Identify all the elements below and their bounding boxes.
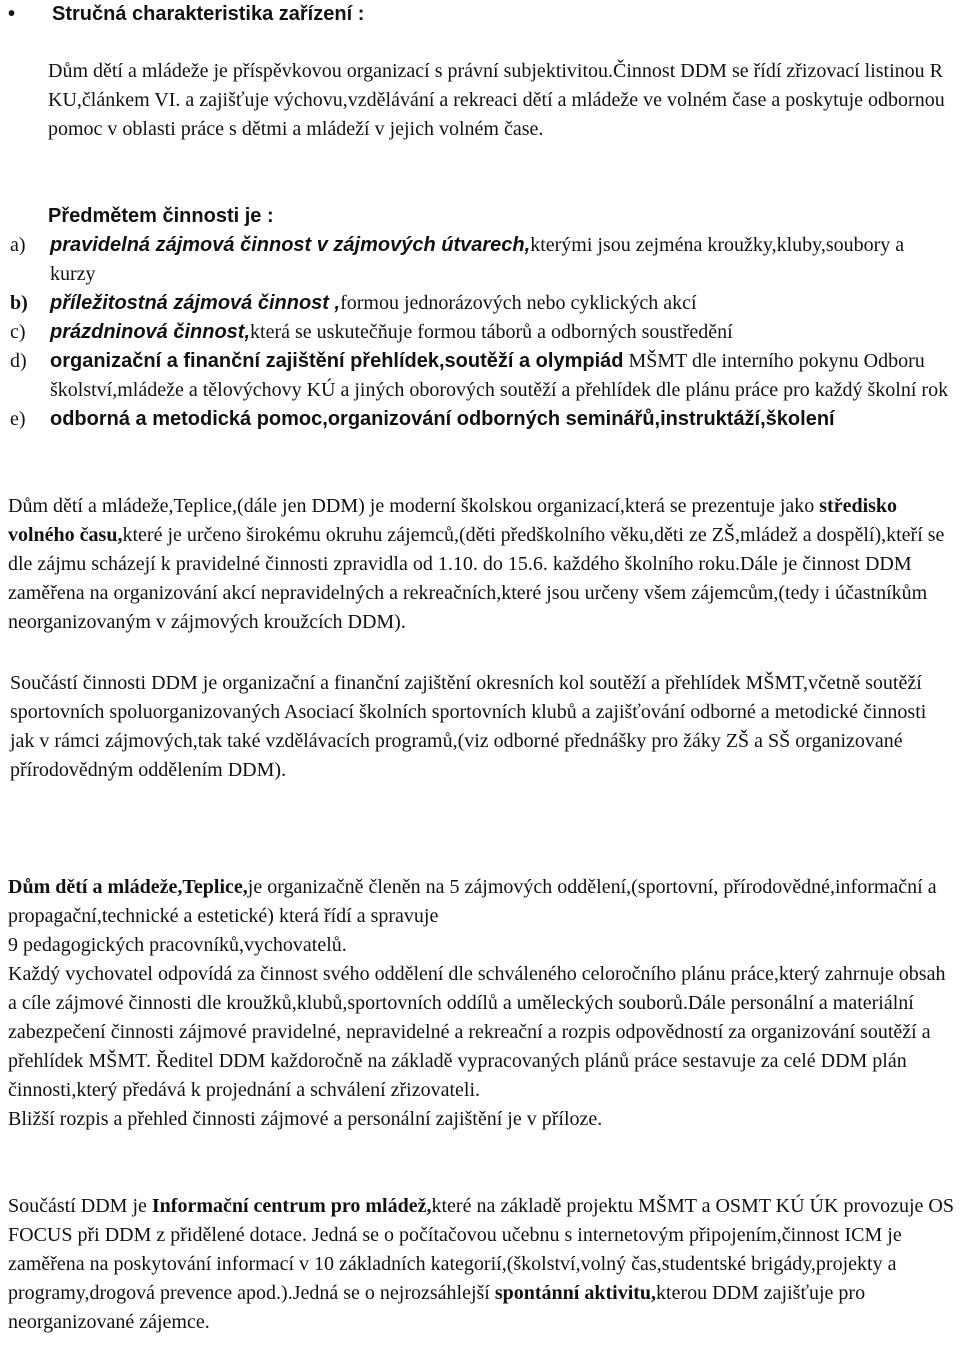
list-item-text: formou jednorázových nebo cyklických akcí [340, 292, 697, 314]
activities-title: Předmětem činnosti je : [48, 205, 274, 227]
list-marker: b) [10, 292, 28, 314]
list-item-bold: odborná a metodická pomoc,organizování odborných seminářů,instruktáží,školení [50, 408, 835, 430]
list-item-bold: organizační a finanční zajištění přehlídek,soutěží a olympiád [50, 350, 624, 372]
list-marker: c) [10, 321, 26, 343]
paragraph-text: které na základě projektu MŠMT a OSMT KÚ ÚK provozuje OS FOCUS při DDM z přidělené dotace. Jedná se o počítačovou učebnu s internetovým připojením,činnost ICM je zaměřena na poskytování informací v 10 základních kategorií,(školství,volný čas,studentské brigády,projekty a programy,drogová prevence apod.).Jedná se o nejrozsáhlejší [8, 1195, 954, 1304]
list-marker: a) [10, 234, 26, 256]
paragraph-text: Dům dětí a mládeže,Teplice,(dále jen DDM) je moderní školskou organizací,která se prezentuje jako [8, 495, 820, 517]
list-item-text: kterými jsou zejména kroužky,kluby,soubory a kurzy [50, 234, 905, 285]
list-item-text: která se uskutečňuje formou táborů a odborných soustředění [250, 321, 733, 343]
paragraph-text: je organizačně členěn na 5 zájmových oddělení,(sportovní, přírodovědné,informační a propagační,technické a estetické) která řídí a spravuje [8, 876, 937, 927]
intro-paragraph: Dům dětí a mládeže je příspěvkovou organizací s právní subjektivitou.Činnost DDM se řídí zřizovací listinou R KU,článkem VI. a zajišťuje výchovu,vzdělávání a rekreaci dětí a mládeže ve volném čase a poskytuje odbornou pomoc v oblasti práce s dětmi a mládeží v jejich volném čase. [48, 60, 945, 140]
list-item [10, 289, 950, 318]
paragraph-bold: středisko volného času, [8, 495, 898, 546]
paragraph-text: 9 pedagogických pracovníků,vychovatelů. [8, 934, 347, 956]
list-item-bold: příležitostná zájmová činnost , [50, 292, 341, 314]
paragraph-bold: Dům dětí a mládeže,Teplice, [8, 876, 248, 898]
list-item-bold: prázdninová činnost, [50, 321, 251, 343]
paragraph-text: Každý vychovatel odpovídá za činnost svého oddělení dle schváleného celoročního plánu práce,který zahrnuje obsah a cíle zájmové činnosti dle kroužků,klubů,sportovních oddílů a uměleckých souborů.Dále personální a materiální zabezpečení činnosti zájmové pravidelné, nepravidelné a rekreační a rozpis odpovědností za organizování soutěží a přehlídek MŠMT. Ředitel DDM každoročně na základě vypracovaných plánů práce sestavuje za celé DDM plán činnosti,který předává k projednání a schválení zřizovateli. [8, 963, 946, 1101]
paragraph-competitions: Součástí činnosti DDM je organizační a finanční zajištění okresních kol soutěží a přehlídek MŠMT,včetně soutěží sportovních spoluorganizovaných Asociací školních sportovních klubů a zajišťování odborné a metodické činnosti jak v rámci zájmových,tak také vzdělávacích programů,(viz odborné přednášky pro žáky ZŠ a SŠ organizované přírodovědným oddělením DDM). [10, 672, 927, 781]
list-marker: d) [10, 350, 27, 372]
list-item-text: MŠMT dle interního pokynu Odboru školství,mládeže a tělovýchovy KÚ a jiných oborových soutěží a přehlídek dle plánu práce pro každý školní rok [50, 350, 949, 401]
list-item [10, 405, 950, 434]
paragraph-bold: Informační centrum pro mládež, [151, 1195, 432, 1217]
list-item [10, 231, 950, 289]
paragraph-text: které je určeno širokému okruhu zájemců,(děti předškolního věku,děti ze ZŠ,mládež a dospělí),kteří se dle zájmu scházejí k pravidelné činnosti zpravidla od 1.10. do 15.6. každého školního roku.Dále je činnost DDM zaměřena na organizování akcí nepravidelných a rekreačních,které jsou určeny všem zájemcům,(tedy i účastníkům neorganizovaným v zájmových kroužcích DDM). [8, 524, 945, 633]
list-item [10, 347, 950, 405]
bullet-icon: • [8, 3, 16, 25]
list-item-bold: pravidelná zájmová činnost v zájmových útvarech, [50, 234, 531, 256]
section-title: Stručná charakteristika zařízení : [52, 3, 365, 25]
paragraph-text: kterou DDM zajišťuje pro neorganizované zájemce. [8, 1282, 866, 1333]
paragraph-ddm-intro [8, 492, 956, 637]
paragraph-organization [8, 873, 956, 1134]
paragraph-text: Bližší rozpis a přehled činnosti zájmové a personální zajištění je v příloze. [8, 1108, 603, 1130]
paragraph-icm [8, 1192, 956, 1337]
list-item [10, 318, 950, 347]
paragraph-bold: spontánní aktivitu, [494, 1282, 657, 1304]
section-heading [8, 0, 364, 29]
activities-list [10, 231, 950, 434]
paragraph-text: Součástí DDM je [8, 1195, 152, 1217]
list-marker: e) [10, 408, 26, 430]
